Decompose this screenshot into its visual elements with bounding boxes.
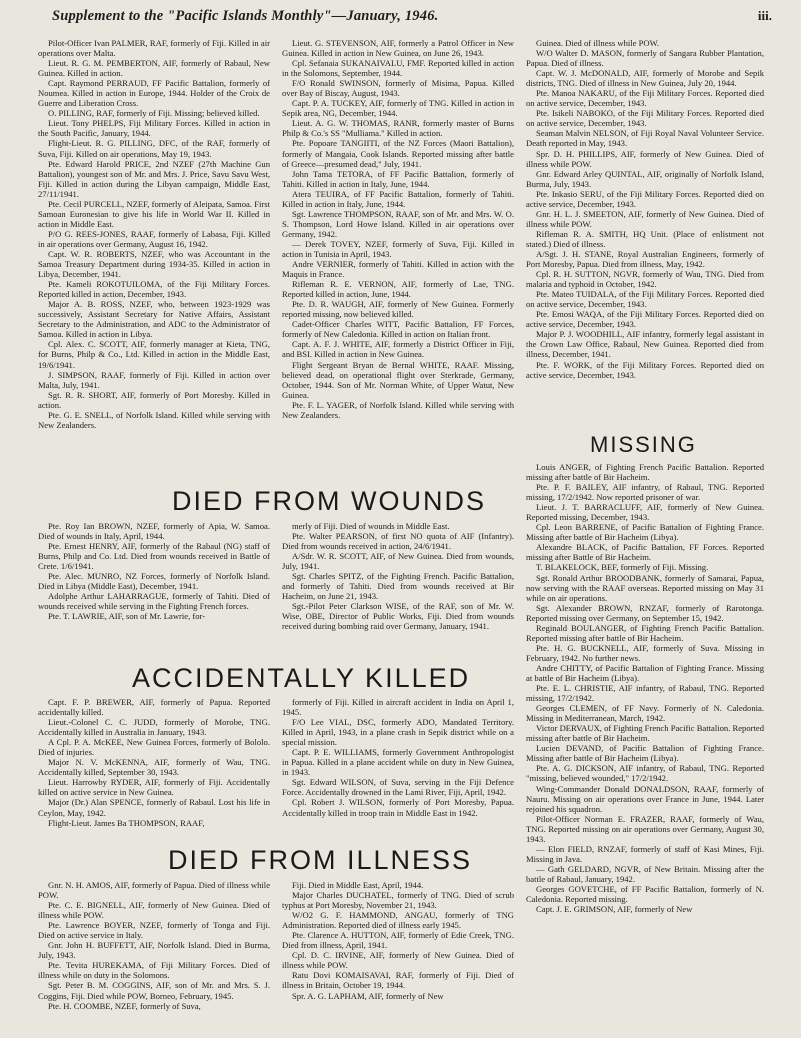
- entry-paragraph: Rifleman R. A. SMITH, HQ Unit. (Place of enlistment not stated.) Died of illness.: [526, 228, 764, 249]
- entry-paragraph: Andre CHITTY, of Pacific Battalion of Fighting France. Missing at battle of Bir Hacheim (Libya).: [526, 662, 764, 683]
- entry-paragraph: Lieut. R. G. M. PEMBERTON, AIF, formerly of Rabaul, New Guinea. Killed in action.: [38, 58, 270, 79]
- entry-paragraph: A Cpl. P. A. McKEE, New Guinea Forces, formerly of Bololo. Died of injuries.: [38, 737, 270, 758]
- entry-paragraph: Capt. A. F. J. WHITE, AIF, formerly a District Officer in Fiji, and BSI. Killed in action in New Guinea.: [282, 339, 514, 360]
- entry-paragraph: Sgt. Charles SPITZ, of the Fighting French. Pacific Battalion, and formerly of Tahiti. Died from wounds received at Bir Hacheim, on June 21, 1943.: [282, 571, 514, 602]
- entry-paragraph: Andre VERNIER, formerly of Tahiti. Killed in action with the Maquis in France.: [282, 259, 514, 280]
- entry-paragraph: Gnr. N. H. AMOS, AIF, formerly of Papua. Died of illness while POW.: [38, 880, 270, 901]
- died-from-wounds-heading: DIED FROM WOUNDS: [172, 486, 486, 516]
- entry-paragraph: Pte. Isikeli NABOKO, of the Fiji Military Forces. Reported died on active service, December, 1943.: [526, 108, 764, 129]
- entry-paragraph: W/O2 G. F. HAMMOND, ANGAU, formerly of TNG Administration. Reported died of illness early 1945.: [282, 910, 514, 931]
- entry-paragraph: Ratu Dovi KOMAISAVAI, RAF, formerly of Fiji. Died of illness in Britain, October 19, 1944.: [282, 970, 514, 991]
- entry-paragraph: Reginald BOULANGER, of Fighting French Pacific Battalion. Reported missing after battle of Bir Hacheim.: [526, 622, 764, 643]
- killed-col-2: [282, 38, 514, 483]
- entry-paragraph: Major Charles DUCHATEL, formerly of TNG. Died of scrub typhus at Port Moresby, November 21, 1943.: [282, 890, 514, 911]
- entry-paragraph: Cpl. R. H. SUTTON, NGVR, formerly of Wau, TNG. Died from malaria and typhoid in October, 1942.: [526, 269, 764, 290]
- entry-paragraph: Atera TEUIRA, of FF Pacific Battalion, formerly of Tahiti. Killed in action in Italy, June, 1944.: [282, 188, 514, 209]
- entry-paragraph: John Tama TETORA, of FF Pacific Battalion, formerly of Tahiti. Killed in action in Italy, June, 1944.: [282, 168, 514, 189]
- entry-paragraph: Major P. J. WOODHILL, AIF infantry, formerly legal assistant in the Crown Law Office, Rabaul, New Guinea. Reported died from illness, December, 1941.: [526, 329, 764, 360]
- entry-paragraph: Gnr. Edward Arley QUINTAL, AIF, originally of Norfolk Island, Burma, July, 1943.: [526, 168, 764, 189]
- entry-paragraph: formerly of Fiji. Killed in aircraft accident in India on April 1, 1945.: [282, 697, 514, 718]
- entry-paragraph: Flight-Lieut. James Ba THOMPSON, RAAF,: [48, 817, 205, 828]
- entry-paragraph: Sgt. R. R. SHORT, AIF, formerly of Port Moresby. Killed in action.: [38, 389, 270, 410]
- wounds-col-2: [282, 521, 514, 669]
- entry-paragraph: Lieut. G. STEVENSON, AIF, formerly a Patrol Officer in New Guinea. Killed in action in New Guinea, on June 26, 1943.: [282, 38, 514, 59]
- entry-paragraph: Pilot-Officer Norman E. FRAZER, RAAF, formerly of Wau, TNG. Reported missing on air operations over Germany, August 30, 1943.: [526, 813, 764, 844]
- entry-paragraph: Gnr. H. L. J. SMEETON, AIF, formerly of New Guinea. Died of illness while POW.: [526, 208, 764, 229]
- entry-paragraph: Capt. Raymond PERRAUD, FF Pacific Battalion, formerly of Noumea. Killed in action in Europe, 1944. Holder of the Croix de Guerre and Liberation Cross.: [38, 78, 270, 109]
- entry-paragraph: Capt. P. E. WILLIAMS, formerly Government Anthropologist in Papua. Killed in a plane accident while on duty in New Guinea, in 1943.: [282, 747, 514, 778]
- entry-paragraph: Pte. C. E. BIGNELL, AIF, formerly of New Guinea. Died of illness while POW.: [38, 900, 270, 921]
- entry-paragraph: Cpl. Leon BARRENE, of Pacific Battalion of Fighting France. Missing after battle of Bir Hacheim (Libya).: [526, 522, 764, 543]
- page-header: [52, 8, 772, 30]
- entry-paragraph: Sgt. Peter B. M. COGGINS, AIF, son of Mr. and Mrs. S. J. Coggins, Fiji. Died while POW, Borneo, February, 1945.: [38, 980, 270, 1001]
- entry-paragraph: Major (Dr.) Alan SPENCE, formerly of Rabaul. Lost his life in Ceylon, May, 1942.: [38, 797, 270, 818]
- entry-paragraph: Sgt.-Pilot Peter Clarkson WISE, of the RAF, son of Mr. W. Wise, OBE, Director of Public Works, Fiji. Died from wounds received during bombing raid over Germany, January, 1941.: [282, 601, 514, 632]
- entry-paragraph: Flight-Lieut. R. G. PILLING, DFC, of the RAF, formerly of Suva, Fiji. Killed on air operations, May 19, 1943.: [38, 138, 270, 159]
- entry-paragraph: Pte. A. G. DICKSON, AIF infantry, of Rabaul, TNG. Reported "missing, believed wounded," 17/2/1942.: [526, 763, 764, 784]
- illness-col-1: [38, 880, 270, 1032]
- entry-paragraph: Pte. Kameli ROKOTUILOMA, of the Fiji Military Forces. Reported killed in action, December, 1943.: [38, 279, 270, 300]
- entry-paragraph: Pte. Edward Harold PRICE, 2nd NZEF (27th Machine Gun Battalion), youngest son of Mr. and Mrs. J. Price, Savu Savu West, Fiji. Killed in action during the Libyan campaign, Middle East, 27/11/1941.: [38, 158, 270, 199]
- entry-paragraph: Pte. F. WORK, of the Fiji Military Forces. Reported died on active service, December, 1943.: [526, 359, 764, 380]
- accidentally-killed-heading: ACCIDENTALLY KILLED: [132, 663, 471, 693]
- entry-paragraph: Pte. Lawrence BOYER, NZEF, formerly of Tonga and Fiji. Died on active service in Italy.: [38, 920, 270, 941]
- missing-heading: MISSING: [590, 432, 697, 457]
- entry-paragraph: Victor DERVAUX, of Fighting French Pacific Battalion. Reported missing after battle of Bir Hacheim.: [526, 723, 764, 744]
- wounds-col-1: [38, 521, 270, 669]
- entry-paragraph: Major A. B. ROSS, NZEF, who, between 1923-1929 was successively, Assistant Secretary for Native Affairs, Assistant Secretary to the Administration, and ADC to the Administrator of Samoa. Killed in action in Libya.: [38, 299, 270, 340]
- entry-paragraph: Alexandre BLACK, of Pacific Battalion, FF Forces. Reported missing after Battle of Bir Hacheim.: [526, 542, 764, 563]
- entry-paragraph: Capt. W. J. McDONALD, AIF, formerly of Morobe and Sepik districts, TNG. Died of illness in New Guinea, July 20, 1944.: [526, 68, 764, 89]
- entry-paragraph: Pte. Cecil PURCELL, NZEF, formerly of Aleipata, Samoa. First Samoan Euronesian to give his life in World War II. Killed in action in Middle East.: [38, 198, 270, 229]
- missing-col: [526, 462, 764, 1032]
- entry-paragraph: T. BLAKELOCK, BEF, formerly of Fiji. Missing.: [536, 562, 709, 573]
- entry-paragraph: Wing-Commander Donald DONALDSON, RAAF, formerly of Nauru. Missing on air operations over France in June, 1944. Later rejoined his squadron.: [526, 783, 764, 814]
- entry-paragraph: Pilot-Officer Ivan PALMER, RAF, formerly of Fiji. Killed in air operations over Malta.: [38, 38, 270, 59]
- entry-paragraph: merly of Fiji. Died of wounds in Middle East.: [292, 521, 450, 531]
- entry-paragraph: Pte. Emosi WAQA, of the Fiji Military Forces. Reported died on active service, December, 1943.: [526, 309, 764, 330]
- entry-paragraph: Pte. Manoa NAKARU, of the Fiji Military Forces. Reported died on active service, December, 1943.: [526, 88, 764, 109]
- accidental-col-2: [282, 697, 514, 849]
- entry-paragraph: Cpl. D. C. IRVINE, AIF, formerly of New Guinea. Died of illness while POW.: [282, 950, 514, 971]
- entry-paragraph: F/O Lee VIAL, DSC, formerly ADO, Mandated Territory. Killed in April, 1943, in a plane crash in Sepik district while on a special mission.: [282, 717, 514, 748]
- entry-paragraph: Flight Sergeant Bryan de Bernal WHITE, RAAF. Missing, believed dead, on operational flight over Sterkrade, Germany, October, 1944. Son of Mr. Norman White, of Upper Watut, New Guinea.: [282, 359, 514, 400]
- entry-paragraph: Seaman Malvin NELSON, of Fiji Royal Naval Volunteer Service. Death reported in May, 1943.: [526, 128, 764, 149]
- entry-paragraph: Spr. D. H. PHILLIPS, AIF, formerly of New Guinea. Died of illness while POW.: [526, 148, 764, 169]
- entry-paragraph: Sgt. Edward WILSON, of Suva, serving in the Fiji Defence Force. Accidentally drowned in the Lami River, Fiji, April, 1942.: [282, 777, 514, 798]
- entry-paragraph: Gnr. John H. BUFFETT, AIF, Norfolk Island. Died in Burma, July, 1943.: [38, 940, 270, 961]
- entry-paragraph: — Derek TOVEY, NZEF, formerly of Suva, Fiji. Killed in action in Tunisia in April, 1943.: [282, 238, 514, 259]
- entry-paragraph: Sgt. Ronald Arthur BROODBANK, formerly of Samarai, Papua, now serving with the RAAF overseas. Reported missing on May 31 while on air operations.: [526, 572, 764, 603]
- died-from-illness-heading: DIED FROM ILLNESS: [168, 845, 473, 875]
- entry-paragraph: — Elon FIELD, RNZAF, formerly of staff of Kasi Mines, Fiji. Missing in Java.: [526, 843, 764, 864]
- entry-paragraph: Capt. J. E. GRIMSON, AIF, formerly of New: [536, 904, 693, 915]
- entry-paragraph: Pte. Ernest HENRY, AIF, formerly of the Rabaul (NG) staff of Burns, Philp and Co. Ltd. Died from wounds received in Battle of Crete. 1/6/1941.: [38, 541, 270, 572]
- entry-paragraph: Pte. H. G. BUCKNELL, AIF, formerly of Suva. Missing in February, 1942. No further news.: [526, 642, 764, 663]
- entry-paragraph: Pte. G. E. SNELL, of Norfolk Island. Killed while serving with New Zealanders.: [38, 409, 270, 430]
- accidental-col-1: [38, 697, 270, 849]
- killed-col-1: [38, 38, 270, 483]
- entry-paragraph: Lieut. J. T. BARRACLUFF, AIF, formerly of New Guinea. Reported missing, December, 1943.: [526, 502, 764, 523]
- entry-paragraph: Capt. F. P. BREWER, AIF, formerly of Papua. Reported accidentally killed.: [38, 697, 270, 718]
- entry-paragraph: Capt. W. R. ROBERTS, NZEF, who was Accountant in the Samoa Treasury Department during 1934-35. Killed in action in Libya, December, 1941.: [38, 248, 270, 280]
- entry-paragraph: J. SIMPSON, RAAF, formerly of Fiji. Killed in action over Malta, July, 1941.: [38, 369, 270, 390]
- entry-paragraph: Cpl. Sefanaia SUKANAIVALU, FMF. Reported killed in action in the Solomons, September, 1944.: [282, 58, 514, 79]
- entry-paragraph: Pte. E. L. CHRISTIE, AIF infantry, of Rabaul, TNG. Reported missing, 17/2/1942.: [526, 683, 764, 704]
- entry-paragraph: Lieut.-Colonel C. C. JUDD, formerly of Morobe, TNG. Accidentally killed in Australia in January, 1943.: [38, 717, 270, 738]
- entry-paragraph: Pte. Inkasio SERU, of the Fiji Military Forces. Reported died on active service, December, 1943.: [526, 188, 764, 209]
- entry-paragraph: Pte. Clarence A. HUTTON, AIF, formerly of Edie Creek, TNG. Died from illness, April, 1941.: [282, 930, 514, 951]
- entry-paragraph: Pte. Mateo TUIDALA, of the Fiji Military Forces. Reported died on active service, December, 1943.: [526, 289, 764, 310]
- page-number: iii.: [757, 8, 772, 23]
- entry-paragraph: A/Sdr. W. R. SCOTT, AIF, of New Guinea. Died from wounds, July, 1941.: [282, 551, 514, 572]
- entry-paragraph: Adolphe Arthur LAHARRAGUE, formerly of Tahiti. Died of wounds received while serving in the Fighting French forces.: [38, 591, 270, 612]
- entry-paragraph: Georges CLEMEN, of FF Navy. Formerly of N. Caledonia. Missing in Mediterranean, March, 1942.: [526, 703, 764, 724]
- page-title: Supplement to the "Pacific Islands Monthly"—January, 1946.: [52, 8, 439, 24]
- illness-col-2: [282, 880, 514, 1032]
- entry-paragraph: Pte. F. L. YAGER, of Norfolk Island. Killed while serving with New Zealanders.: [282, 399, 514, 420]
- entry-paragraph: Lieut. A. G. W. THOMAS, RANR, formerly master of Burns Philp & Co.'s SS "Mulliama." Killed in action.: [282, 118, 514, 139]
- entry-paragraph: Major N. V. McKENNA, AIF, formerly of Wau, TNG. Accidentally killed, September 30, 1943.: [38, 757, 270, 778]
- entry-paragraph: F/O Ronald SWINSON, formerly of Misima, Papua. Killed over Bay of Biscay, August, 1943.: [282, 78, 514, 99]
- entry-paragraph: Sgt. Lawrence THOMPSON, RAAF, son of Mr. and Mrs. W. O. S. Thompson, Lord Howe Island. Killed in air operations over Germany, 1942.: [282, 208, 514, 239]
- entry-paragraph: O. PILLING, RAF, formerly of Fiji. Missing; believed killed.: [48, 108, 260, 119]
- entry-paragraph: Cadet-Officer Charles WITT, Pacific Battalion, FF Forces, formerly of New Caledonia. Killed in action on Italian front.: [282, 319, 514, 340]
- entry-paragraph: Louis ANGER, of Fighting French Pacific Battalion. Reported missing after battle of Bir Hacheim.: [526, 462, 764, 483]
- entry-paragraph: P/O G. REES-JONES, RAAF, formerly of Labasa, Fiji. Killed in air operations over Germany, August 16, 1942.: [38, 228, 270, 249]
- entry-paragraph: Pte. Roy Ian BROWN, NZEF, formerly of Apia, W. Samoa. Died of wounds in Italy, April, 1944.: [38, 521, 270, 542]
- entry-paragraph: Georges GOVETCHE, of FF Pacific Battalion, formerly of N. Caledonia. Reported missing.: [526, 883, 764, 905]
- entry-paragraph: Lieut. Tony PHELPS, Fiji Military Forces. Killed in action in the South Pacific, January, 1944.: [38, 118, 270, 139]
- died-of-illness-col-3: [526, 38, 764, 434]
- entry-paragraph: Pte. H. COOMBE, NZEF, formerly of Suva,: [48, 1000, 201, 1011]
- entry-paragraph: Cpl. Robert J. WILSON, formerly of Port Moresby, Papua. Accidentally killed in troop train in Middle East in 1942.: [282, 797, 514, 818]
- entry-paragraph: Sgt. Alexander BROWN, RNZAF, formerly of Rarotonga. Reported missing over Germany, on September 15, 1942.: [526, 602, 764, 623]
- entry-paragraph: Pte. Popoare TANGIITI, of the NZ Forces (Maori Battalion), formerly of Mangaia, Cook Islands. Reported missing after battle of Greece—presumed dead," July, 1941.: [282, 138, 514, 169]
- entry-paragraph: Spr. A. G. LAPHAM, AIF, formerly of New: [292, 990, 444, 1001]
- entry-paragraph: Pte. Alec. MUNRO, NZ Forces, formerly of Norfolk Island. Died in Libya (Middle East), December, 1941.: [38, 571, 270, 592]
- entry-paragraph: A/Sgt. J. H. STANE, Royal Australian Engineers, formerly of Port Moresby, Papua. Died from illness, May, 1942.: [526, 248, 764, 270]
- entry-paragraph: Lieut. Harrowby RYDER, AIF, formerly of Fiji. Accidentally killed on active service in New Guinea.: [38, 777, 270, 798]
- entry-paragraph: Pte. Tevita HUREKAMA, of Fiji Military Forces. Died of illness while on duty in the Solomons.: [38, 960, 270, 981]
- entry-paragraph: Lucien DEVAND, of Pacific Battalion of Fighting France. Missing after battle of Bir Hacheim (Libya).: [526, 743, 764, 764]
- entry-paragraph: Pte. D. R. WAUGH, AIF, formerly of New Guinea. Formerly reported missing, now believed killed.: [282, 299, 514, 320]
- entry-paragraph: Capt. P. A. TUCKEY, AIF, formerly of TNG. Killed in action in Sepik area, NG, December, 1944.: [282, 98, 514, 119]
- entry-paragraph: Guinea. Died of illness while POW.: [536, 38, 660, 48]
- entry-paragraph: Rifleman R. E. VERNON, AIF, formerly of Lae, TNG. Reported killed in action, June, 1944.: [282, 279, 514, 300]
- entry-paragraph: Pte. Walter PEARSON, of first NO quota of AIF (Infantry). Died from wounds received in action, 24/6/1941.: [282, 531, 514, 552]
- entry-paragraph: W/O Walter D. MASON, formerly of Sangara Rubber Plantation, Papua. Died of illness.: [526, 48, 764, 69]
- entry-paragraph: Pte. T. LAWRIE, AIF, son of Mr. Lawrie, for-: [48, 611, 206, 622]
- entry-paragraph: — Gath GELDARD, NGVR, of New Britain. Missing after the battle of Rabaul, January, 1942.: [526, 863, 764, 884]
- entry-paragraph: Pte. P. F. BAILEY, AIF infantry, of Rabaul, TNG. Reported missing, 17/2/1942. Now reported prisoner of war.: [526, 482, 764, 503]
- entry-paragraph: Cpl. Alex. C. SCOTT, AIF, formerly manager at Kieta, TNG, for Burns, Philp & Co., Ltd. Killed in action in the Middle East, 19/6/1941.: [38, 339, 270, 370]
- entry-paragraph: Fiji. Died in Middle East, April, 1944.: [292, 880, 424, 890]
